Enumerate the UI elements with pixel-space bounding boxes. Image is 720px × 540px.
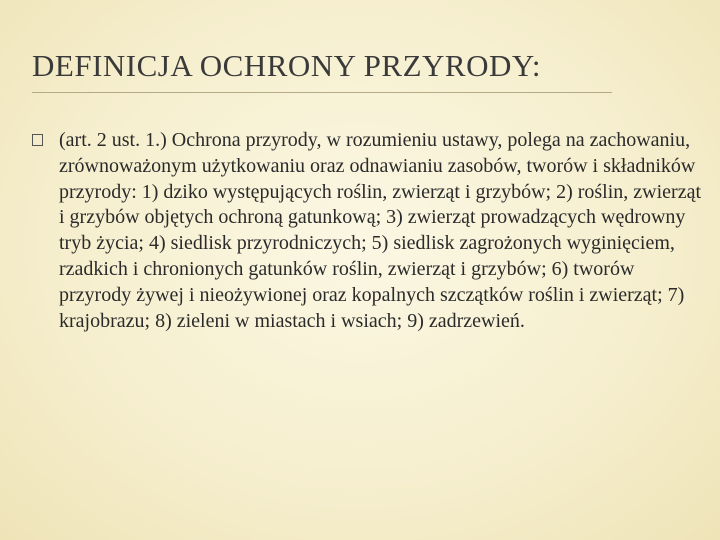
title-divider <box>32 92 612 93</box>
slide-title: DEFINICJA OCHRONY PRZYRODY: <box>32 48 542 83</box>
bullet-text: (art. 2 ust. 1.) Ochrona przyrody, w rozumieniu ustawy, polega na zachowaniu, zrównoważonym użytkowaniu oraz odnawianiu zasobów, tworów i składników przyrody: 1) dziko występujących roślin, zwierząt i grzybów; 2) roślin, zwierząt i grzybów objętych ochroną gatunkową; 3) zwierząt prowadzących wędrowny tryb życia; 4) siedlisk przyrodniczych; 5) siedlisk zagrożonych wyginięciem, rzadkich i chronionych gatunków roślin, zwierząt i grzybów; 6) tworów przyrody żywej i nieożywionej oraz kopalnych szczątków roślin i zwierząt; 7) krajobrazu; 8) zieleni w miastach i wsiach; 9) zadrzewień. <box>59 129 702 332</box>
square-bullet-icon <box>32 134 43 146</box>
